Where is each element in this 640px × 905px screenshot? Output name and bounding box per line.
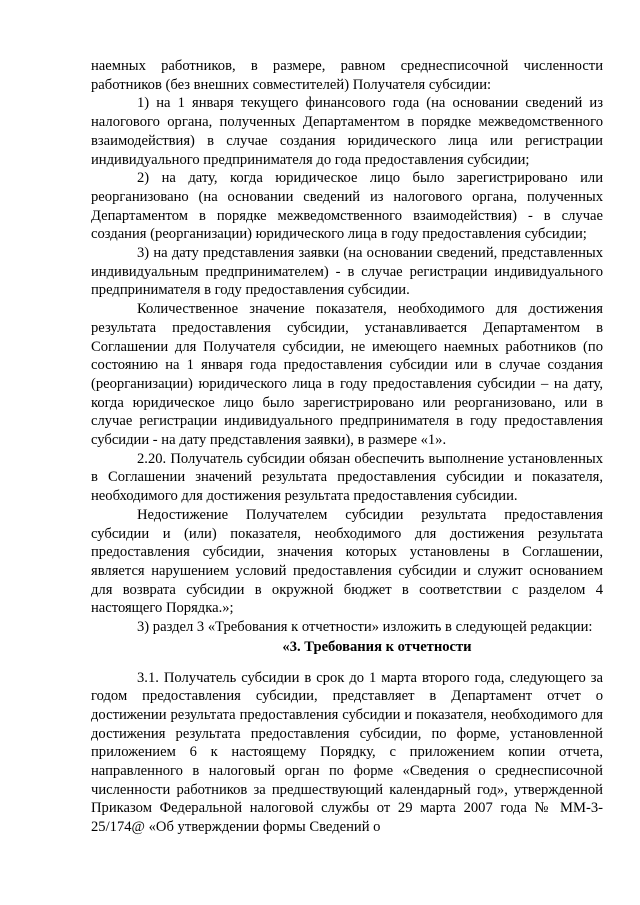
paragraph-item-3: 3) на дату представления заявки (на основании сведений, представленных индивидуальным предпринимателем) - в случае регистрации индивидуального предпринимателя в году предоставления субсидии. [91,245,603,299]
paragraph-3-1: 3.1. Получатель субсидии в срок до 1 марта второго года, следующего за годом предоставления субсидии, представляет в Департамент отчет о достижении результата предоставления субсидии и показателя, необходимого для достижения результата предоставления субсидии, по форме, установленной приложением 6 к настоящему Порядку, с приложением копии отчета, направленного в налоговый орган по форме «Сведения о среднесписочной численности работников за предшествующий календарный год», утвержденной Приказом Федеральной налоговой службы от 29 марта 2007 года № ММ-3-25/174@ «Об утверждении формы Сведений о [91,669,603,836]
paragraph-section-3-amendment: 3) раздел 3 «Требования к отчетности» изложить в следующей редакции: [137,619,593,636]
paragraph-2-20: 2.20. Получатель субсидии обязан обеспечить выполнение установленных в Соглашении значений результата предоставления субсидии и показателя, необходимого для достижения результата предоставления субсидии. [91,450,603,505]
paragraph-item-2: 2) на дату, когда юридическое лицо было зарегистрировано или реорганизовано (на основании сведений из налогового органа, полученных Департаментом в порядке межведомственного взаимодействия) - в случае создания (реорганизации) юридического лица в году предоставления субсидии; [91,170,603,243]
paragraph-workers-intro: наемных работников, в размере, равном среднесписочной численности работников (без внешних совместителей) Получателя субсидии: [91,58,603,93]
paragraph-indicator-value: Количественное значение показателя, необходимого для достижения результата предоставления субсидии, устанавливается Департаментом в Соглашении для Получателя субсидии, не имеющего наемных работников (по состоянию на 1 января года предоставления субсидии или в случае создания (реорганизации) юридического лица в году предоставления субсидии – на дату, когда юридическое лицо было зарегистрировано или реорганизовано, или в случае регистрации индивидуального предпринимателя в году предоставления субсидии - на дату представления заявки), в размере «1». [91,301,603,449]
section-heading: «3. Требования к отчетности [282,638,472,655]
paragraph-non-achievement: Недостижение Получателем субсидии результата предоставления субсидии и (или) показателя, необходимого для достижения результата предоставления субсидии, значения которых установлены в Соглашении, является нарушением условий предоставления субсидии и служит основанием для возврата субсидии в окружной бюджет в соответствии с разделом 4 настоящего Порядка.»; [91,506,603,617]
paragraph-item-1: 1) на 1 января текущего финансового года (на основании сведений из налогового органа, полученных Департаментом в порядке межведомственного взаимодействия) в случае создания юридического лица или регистрации индивидуального предпринимателя до года предоставления субсидии; [91,95,603,168]
document-page [91,57,603,837]
